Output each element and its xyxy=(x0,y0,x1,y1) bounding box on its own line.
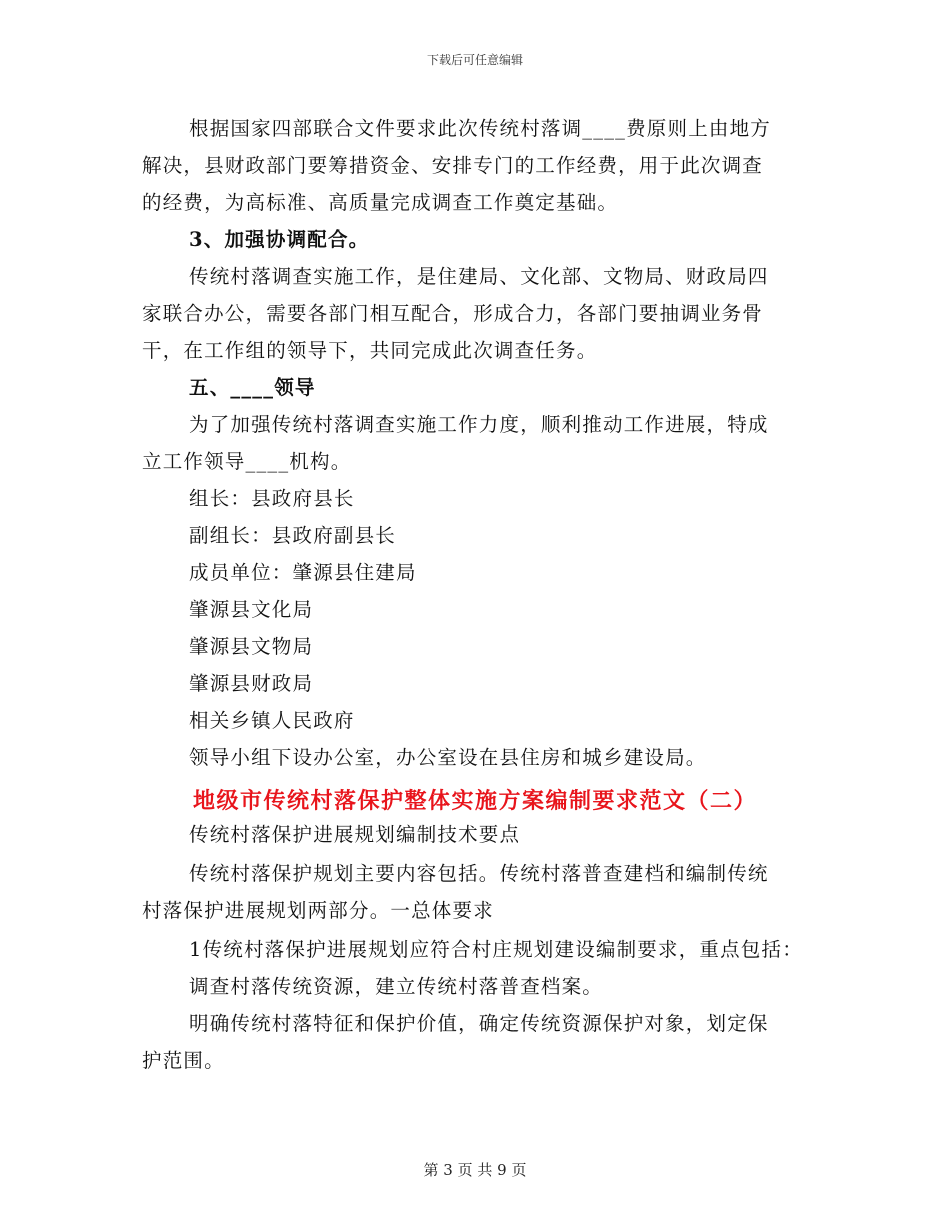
paragraph-line: 调查村落传统资源，建立传统村落普查档案。 xyxy=(189,975,604,998)
paragraph-line: 肇源县文化局 xyxy=(189,598,314,621)
paragraph-line: 干，在工作组的领导下，共同完成此次调查任务。 xyxy=(142,339,598,362)
paragraph-line: 肇源县财政局 xyxy=(189,672,314,695)
paragraph-line: 家联合办公，需要各部门相互配合，形成合力，各部门要抽调业务骨 xyxy=(142,302,764,325)
paragraph-line: 解决，县财政部门要筹措资金、安排专门的工作经费，用于此次调查 xyxy=(142,154,764,177)
paragraph-line: 村落保护进展规划两部分。一总体要求 xyxy=(142,899,494,922)
document-title: 地级市传统村落保护整体实施方案编制要求范文（二） xyxy=(192,788,757,814)
paragraph-line: 立工作领导____机构。 xyxy=(142,450,352,473)
paragraph-line: 传统村落调查实施工作，是住建局、文化部、文物局、财政局四 xyxy=(189,265,769,288)
paragraph-line: 副组长：县政府副县长 xyxy=(189,524,397,547)
paragraph-line: 组长：县政府县长 xyxy=(189,487,355,510)
section-heading: 五、____领导 xyxy=(189,376,316,399)
paragraph-line: 传统村落保护规划主要内容包括。传统村落普查建档和编制传统 xyxy=(189,862,769,885)
paragraph-line: 明确传统村落特征和保护价值，确定传统资源保护对象，划定保 xyxy=(189,1012,769,1035)
paragraph-line: 相关乡镇人民政府 xyxy=(189,709,355,732)
paragraph-line: 领导小组下设办公室，办公室设在县住房和城乡建设局。 xyxy=(189,746,707,769)
paragraph-line: 护范围。 xyxy=(142,1049,225,1072)
paragraph-line: 肇源县文物局 xyxy=(189,635,314,658)
paragraph-line: 的经费，为高标准、高质量完成调查工作奠定基础。 xyxy=(142,191,619,214)
section-heading: 3、加强协调配合。 xyxy=(189,228,370,251)
paragraph-line: 成员单位：肇源县住建局 xyxy=(189,561,417,584)
page-header: 下载后可任意编辑 xyxy=(426,53,523,67)
paragraph-line: 1传统村落保护进展规划应符合村庄规划建设编制要求，重点包括： xyxy=(189,938,803,961)
paragraph-line: 为了加强传统村落调查实施工作力度，顺利推动工作进展，特成 xyxy=(189,413,769,436)
paragraph-line: 根据国家四部联合文件要求此次传统村落调____费原则上由地方 xyxy=(189,117,772,140)
page-footer: 第 3 页 共 9 页 xyxy=(423,1161,527,1179)
paragraph-line: 传统村落保护进展规划编制技术要点 xyxy=(189,823,521,846)
